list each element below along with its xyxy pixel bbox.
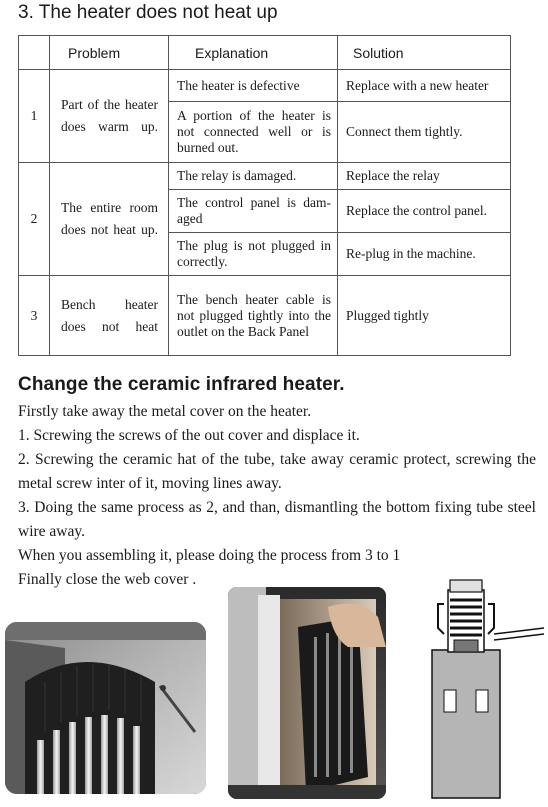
instruction-assembly-note: When you assembling it, please doing the process from 3 to 1 (18, 547, 401, 564)
row-number: 3 (19, 276, 50, 356)
solution-cell: Connect them tightly. (338, 102, 511, 163)
problem-cell: The entire room does not heat up. (50, 163, 169, 276)
header-problem: Problem (50, 36, 169, 70)
heater-tube-diagram (428, 578, 546, 800)
instruction-step-3: 3. Doing the same process as 2, and than, dismantling the bottom fixing tube steel wire away. (18, 499, 536, 540)
explanation-cell: The relay is damaged. (169, 163, 338, 190)
instructions-heading: Change the ceramic infrared heater. (18, 374, 345, 395)
explanation-cell: A portion of the heater is not connected well or is burned out. (169, 102, 338, 163)
header-solution: Solution (338, 36, 511, 70)
solution-cell: Replace the relay (338, 163, 511, 190)
table-row (19, 70, 511, 102)
instruction-paragraph: Firstly take away the metal cover on the heater. (18, 403, 312, 420)
section-title: 3. The heater does not heat up (18, 2, 278, 23)
problem-cell: Bench heater does not heat (50, 276, 169, 356)
explanation-cell: The control panel is dam-aged (169, 190, 338, 233)
solution-cell: Plugged tightly (338, 276, 511, 356)
table-header-row (19, 36, 511, 70)
table-row (19, 276, 511, 356)
table-row (19, 163, 511, 190)
explanation-cell: The bench heater cable is not plugged tightly into the outlet on the Back Panel (169, 276, 338, 356)
header-number (19, 36, 50, 70)
solution-cell: Replace with a new heater (338, 70, 511, 102)
header-explanation: Explanation (169, 36, 338, 70)
row-number: 1 (19, 70, 50, 163)
explanation-cell: The heater is defective (169, 70, 338, 102)
heater-cover-photo (228, 587, 386, 799)
explanation-cell: The plug is not plugged in correctly. (169, 233, 338, 276)
troubleshooting-table (18, 35, 511, 356)
heater-tubes-photo (5, 622, 206, 794)
solution-cell: Replace the control panel. (338, 190, 511, 233)
instruction-step-1: 1. Screwing the screws of the out cover and displace it. (18, 427, 360, 444)
row-number: 2 (19, 163, 50, 276)
instruction-final-step: Finally close the web cover . (18, 571, 197, 588)
problem-cell: Part of the heater does warm up. (50, 70, 169, 163)
instruction-step-2: 2. Screwing the ceramic hat of the tube, take away ceramic protect, screwing the metal screw inter of it, moving lines away. (18, 451, 536, 492)
solution-cell: Re-plug in the machine. (338, 233, 511, 276)
